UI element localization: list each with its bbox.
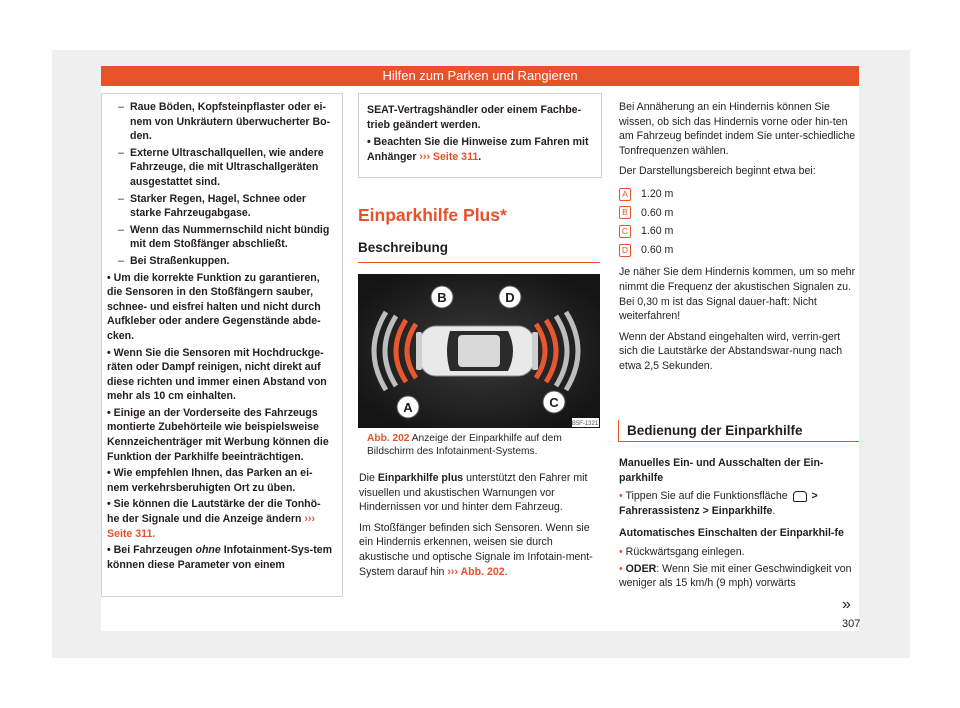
- punctuation: .: [478, 150, 482, 163]
- label-c: C: [549, 395, 559, 410]
- label-d: D: [505, 290, 515, 305]
- range-item: [619, 206, 859, 221]
- paragraph: Wenn der Abstand eingehalten wird, verrin-gert sich die Lautstärke der Abstandswar-nung nach etwa 2,5 Sekunden.: [619, 330, 843, 372]
- subheading: Manuelles Ein- und Ausschalten der Ein-parkhilfe: [619, 457, 824, 484]
- dash-item: – Starker Regen, Hagel, Schnee oder starke Fahrzeugabgase.: [103, 192, 333, 221]
- punctuation: .: [504, 565, 508, 578]
- paragraph: Der Darstellungsbereich beginnt etwa bei:: [619, 165, 816, 178]
- caption-label: Abb. 202: [367, 433, 410, 444]
- paragraph: [359, 471, 599, 515]
- range-letter: C: [619, 225, 631, 238]
- range-list: [619, 187, 859, 257]
- range-value: 0.60 m: [641, 206, 674, 219]
- bullet-text: Infotainment-Sys-tem können diese Parameter von einem: [107, 544, 333, 571]
- range-value: 1.20 m: [641, 187, 674, 200]
- bullet-item: • Wenn Sie die Sensoren mit Hochdruckge-räten oder Dampf reinigen, nicht direkt auf diese richten und immer einen Abstand von mehr als 10 cm einhalten.: [107, 346, 327, 403]
- dash-item: – Externe Ultraschallquellen, wie andere Fahrzeuge, die mit Ultraschallgeräten ausgestattet sind.: [103, 146, 333, 190]
- bold-term: Einparkhilfe plus: [377, 472, 464, 484]
- bullet-item: • Wie empfehlen Ihnen, das Parken an ei-nem verkehrsberuhigten Ort zu üben.: [107, 467, 313, 494]
- figure-code-tag: [572, 418, 599, 427]
- text: unterstützt den Fahrer mit visuellen und akustischen Warnungen vor Hindernissen vor und hinter dem Fahrzeug.: [359, 472, 588, 514]
- page-reference-link[interactable]: ››› Seite 311: [419, 150, 479, 163]
- bullet-marker: •: [619, 490, 623, 503]
- warning-box-content: [367, 103, 593, 164]
- range-value: 1.60 m: [641, 225, 674, 238]
- caption-text: Anzeige der Einparkhilfe auf dem Bildschirm des Infotainment-Systems.: [367, 433, 562, 457]
- bullet-item: [107, 497, 333, 541]
- label-b: B: [437, 290, 447, 305]
- text: : Wenn Sie mit einer Geschwindigkeit von weniger als 15 km/h (9 mph) vorwärts: [619, 562, 852, 590]
- paragraph: Bei Annäherung an ein Hindernis können Sie wissen, ob sich das Hindernis vorne oder hin-ten am Fahrzeug befindet indem Sie unter-schiedliche Tonfrequenzen wählen.: [619, 101, 856, 157]
- range-item: [619, 243, 859, 258]
- bullet-item: [107, 543, 333, 572]
- page-header: Hilfen zum Parken und Rangieren: [101, 66, 859, 86]
- warning-text: SEAT-Vertragshändler oder einem Fachbe-trieb geändert werden.: [367, 104, 582, 131]
- dash-item: – Wenn das Nummernschild nicht bündig mit dem Stoßfänger abschließt.: [103, 223, 333, 252]
- text: Die: [359, 472, 378, 484]
- subsection-title: Beschreibung: [358, 240, 600, 263]
- bullet-marker: •: [619, 545, 623, 558]
- figure-code: B5F-1321: [571, 421, 599, 427]
- range-item: [619, 187, 859, 202]
- text: Im Stoßfänger befinden sich Sensoren. Wenn sie ein Hindernis erkennen, weisen sie durch akustische und optische Signale im Infotain-ment-System darauf hin: [359, 521, 593, 578]
- page-number: 307: [842, 618, 861, 630]
- middle-body: [359, 471, 599, 585]
- right-column-bottom: [619, 456, 859, 591]
- page-reference-link[interactable]: ››› Seite 311.: [107, 513, 315, 540]
- instruction: [619, 489, 859, 518]
- range-letter: A: [619, 188, 631, 201]
- range-item: [619, 224, 859, 239]
- subheading: Automatisches Einschalten der Einparkhil-fe: [619, 527, 844, 540]
- car-top-view: [416, 326, 538, 376]
- bullet-text: • Bei Fahrzeugen: [107, 544, 196, 557]
- parking-assist-figure: [358, 274, 600, 428]
- figure-caption: [367, 432, 599, 458]
- instruction: [619, 562, 859, 591]
- emphasis: ohne: [195, 544, 221, 557]
- range-letter: B: [619, 206, 631, 219]
- bullet-text: • Sie können die Lautstärke der die Tonhö-he der Signale und die Anzeige ändern: [107, 498, 321, 526]
- warning-text-part: • Beachten Sie die Hinweise zum Fahren mit Anhänger: [367, 136, 589, 163]
- paragraph: [359, 521, 599, 579]
- text: Rückwärtsgang einlegen.: [625, 545, 745, 558]
- car-sensor-illustration: [358, 274, 600, 428]
- bold-term: ODER: [625, 562, 657, 575]
- left-column: [103, 100, 333, 574]
- right-column-top: [619, 100, 859, 380]
- dash-item: – Bei Straßenkuppen.: [103, 254, 333, 269]
- section-heading: Bedienung der Einparkhilfe: [618, 420, 859, 442]
- label-a: A: [403, 400, 413, 415]
- figure-reference-link[interactable]: ››› Abb. 202: [447, 565, 505, 578]
- range-letter: D: [619, 244, 631, 257]
- menu-path: Fahrerassistenz > Einparkhilfe: [619, 504, 773, 517]
- section-title: Einparkhilfe Plus*: [358, 205, 507, 225]
- warning-text: [367, 135, 593, 164]
- bullet-item: • Um die korrekte Funktion zu garantieren, die Sensoren in den Stoßfängern sauber, schnee- und eisfrei halten und nicht durch Aufkleber oder andere Gegenstände abde-cken.: [107, 271, 321, 342]
- text: Tippen Sie auf die Funktionsfläche: [625, 490, 791, 503]
- bullet-marker: •: [619, 562, 623, 575]
- paragraph: Je näher Sie dem Hindernis kommen, um so mehr nimmt die Frequenz der akustischen Signalen zu. Bei 0,30 m ist das Signal dauer-haft: Nicht weiterfahren!: [619, 266, 856, 323]
- bullet-item: • Einige an der Vorderseite des Fahrzeugs montierte Zubehörteile wie beispielsweise Kennzeichenträger mit Werbung können die Funktion der Parkhilfe beeinträchtigen.: [107, 406, 329, 463]
- continue-marker: »: [842, 596, 851, 613]
- dash-item: – Raue Böden, Kopfsteinpflaster oder ei-nem von Unkräutern überwucherter Bo-den.: [103, 100, 333, 144]
- instruction: [619, 545, 859, 560]
- separator: >: [808, 490, 818, 503]
- range-value: 0.60 m: [641, 243, 674, 256]
- punctuation: .: [772, 504, 776, 517]
- car-icon[interactable]: [793, 491, 807, 502]
